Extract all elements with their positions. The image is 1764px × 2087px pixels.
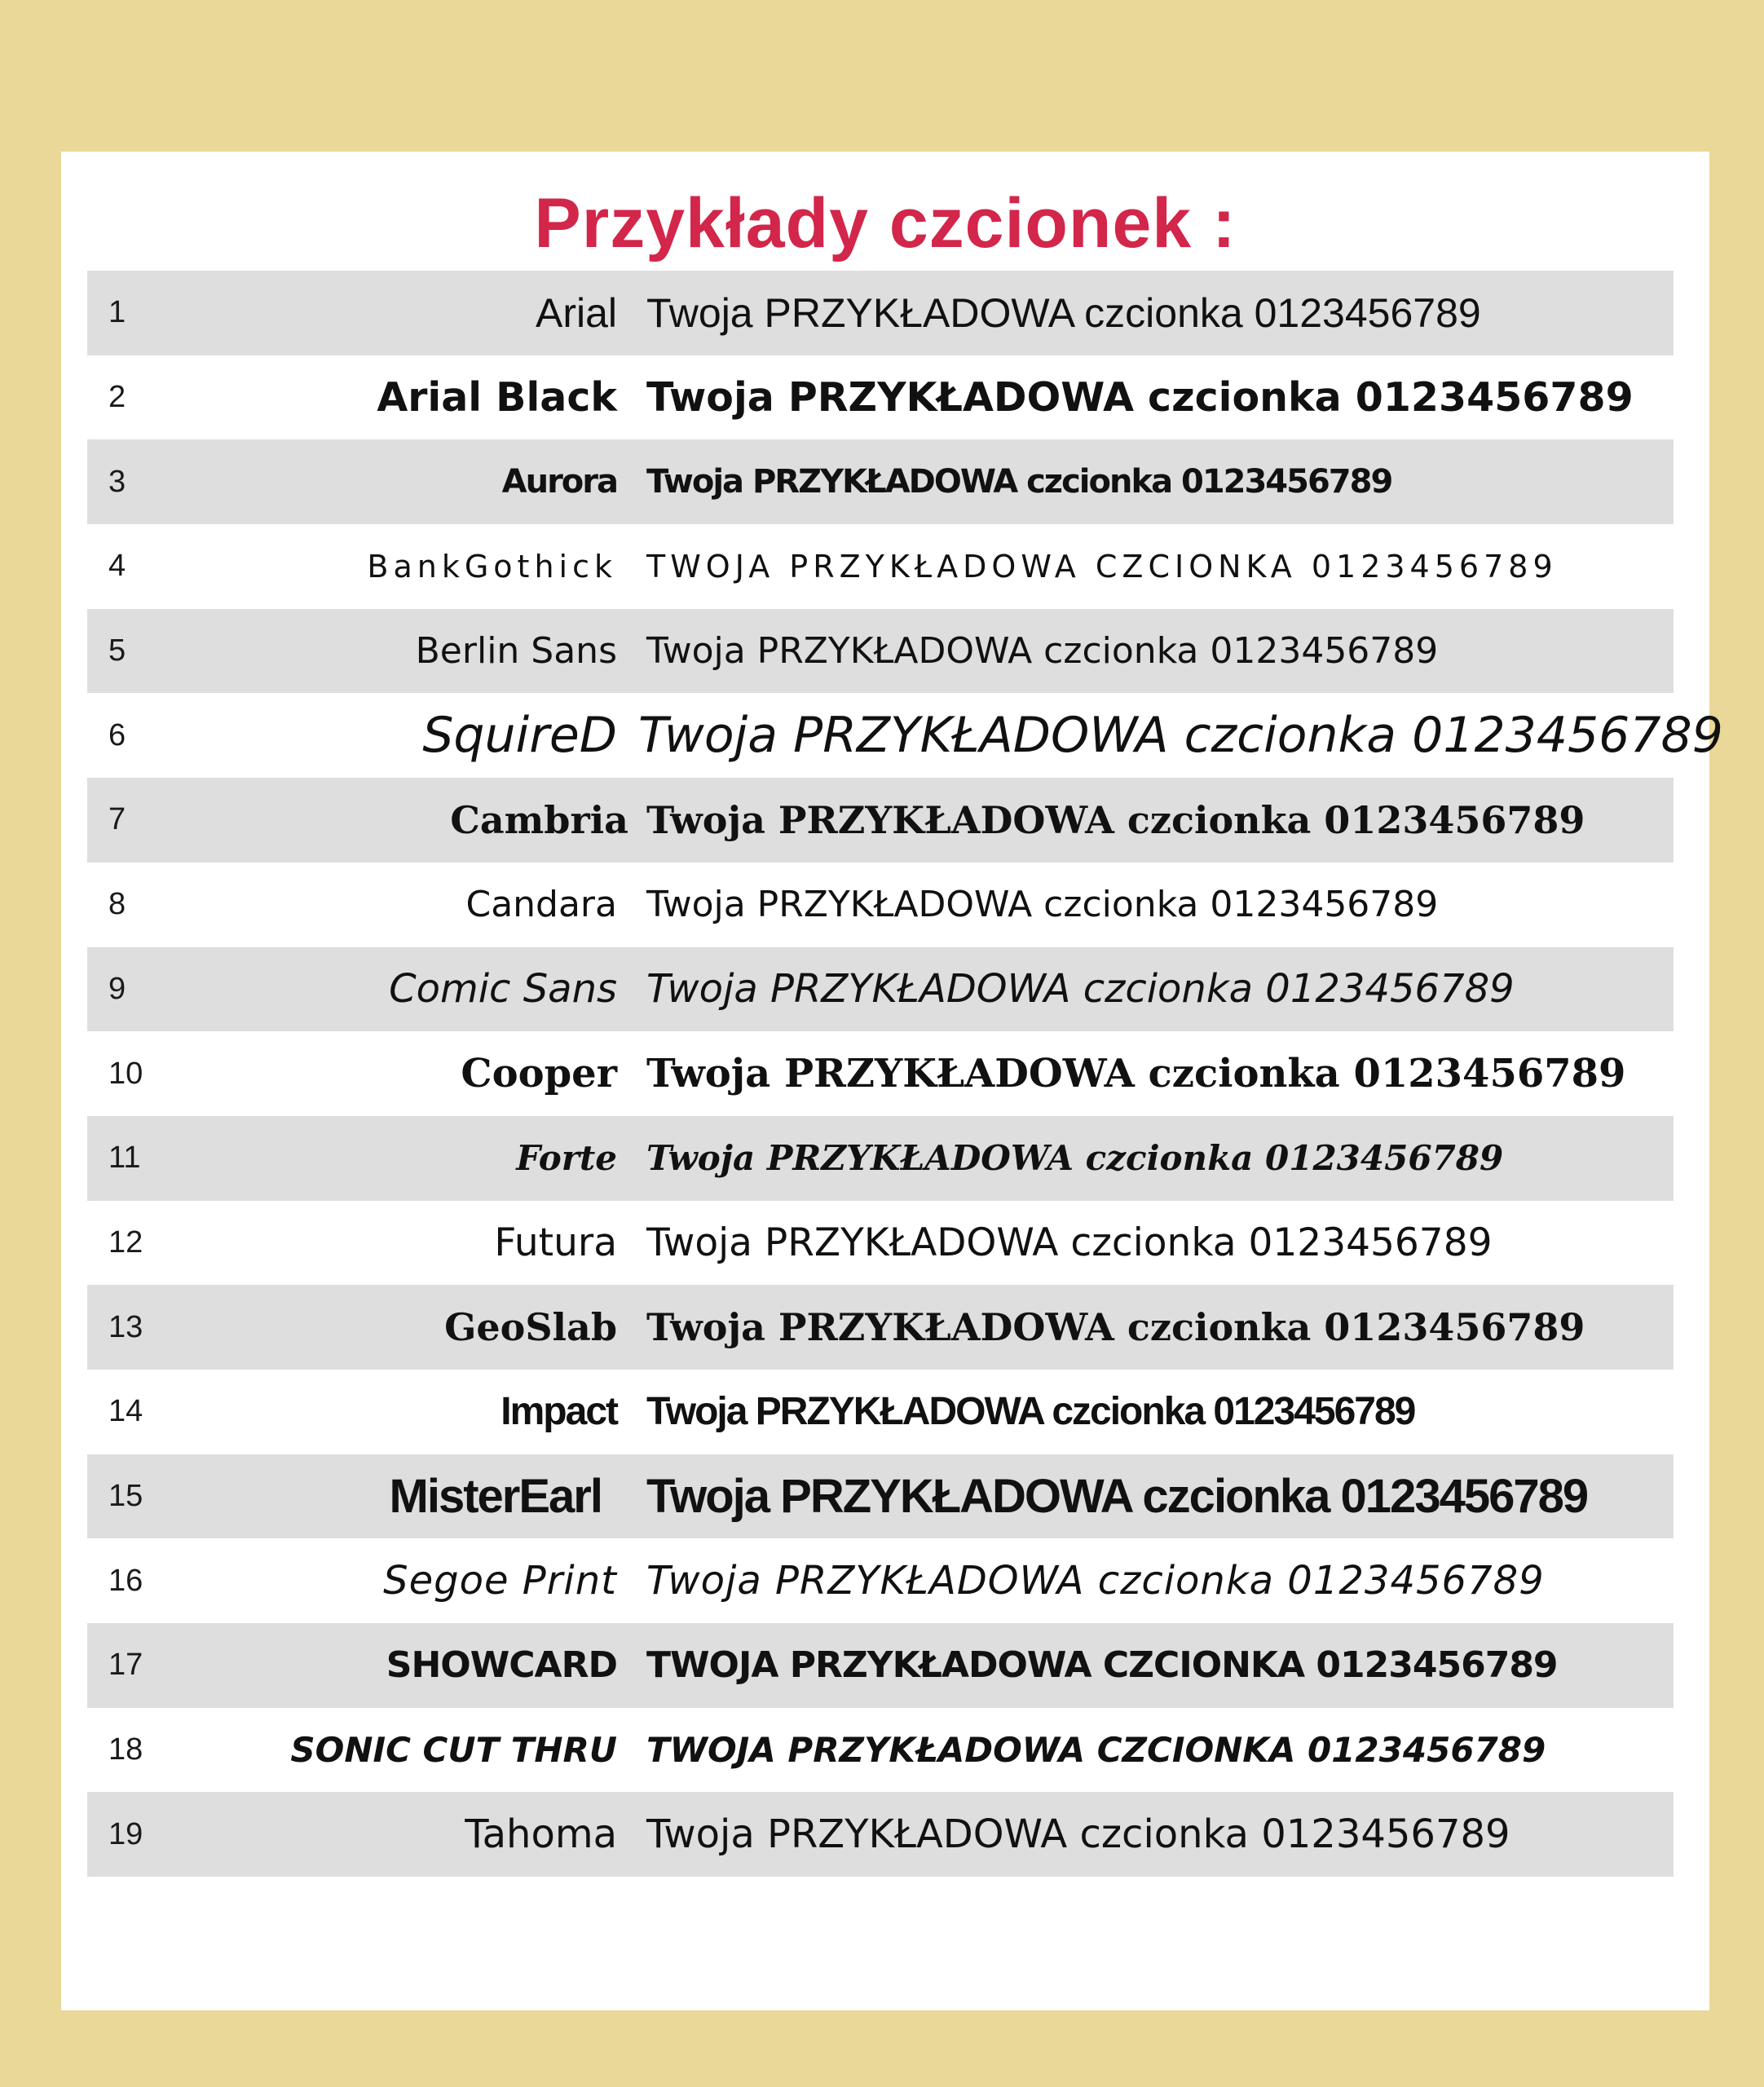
table-row xyxy=(87,1285,1674,1370)
font-sample: TWOJA PRZYKŁADOWA CZCIONKA 0123456789 xyxy=(646,1644,1558,1687)
row-number: 4 xyxy=(108,549,126,584)
row-number: 12 xyxy=(108,1224,143,1260)
row-number: 18 xyxy=(108,1732,143,1767)
row-number: 3 xyxy=(108,464,126,499)
font-name: Arial xyxy=(535,289,617,336)
font-sample: Twoja PRZYKŁADOWA czcionka 0123456789 xyxy=(646,463,1392,501)
row-number: 6 xyxy=(108,717,126,752)
row-number: 5 xyxy=(108,633,126,668)
font-sample: Twoja PRZYKŁADOWA czcionka 0123456789 xyxy=(638,707,1723,765)
table-row xyxy=(87,609,1674,694)
font-sample: Twoja PRZYKŁADOWA czcionka 0123456789 xyxy=(646,630,1439,673)
font-sample: TWOJA PRZYKŁADOWA CZCIONKA 0123456789 xyxy=(646,1730,1546,1771)
font-name: Cambria xyxy=(450,797,628,842)
row-number: 2 xyxy=(108,380,126,415)
font-name: Candara xyxy=(465,884,617,926)
font-name: SHOWCARD xyxy=(386,1644,617,1687)
font-sample: Twoja PRZYKŁADOWA czcionka 0123456789 xyxy=(646,1051,1626,1097)
row-number: 10 xyxy=(108,1056,143,1091)
font-name: Tahoma xyxy=(465,1811,617,1858)
font-name: Impact xyxy=(501,1390,617,1434)
row-number: 7 xyxy=(108,802,126,837)
font-sample: Twoja PRZYKŁADOWA czcionka 0123456789 xyxy=(646,1469,1588,1523)
font-sample: Twoja PRZYKŁADOWA czcionka 0123456789 xyxy=(646,1558,1545,1604)
table-row xyxy=(87,1370,1674,1454)
table-row xyxy=(87,778,1674,863)
font-sample: Twoja PRZYKŁADOWA czcionka 0123456789 xyxy=(646,1220,1493,1265)
font-sample: Twoja PRZYKŁADOWA czcionka 0123456789 xyxy=(646,1390,1415,1434)
table-row xyxy=(87,524,1674,609)
page-title: Przykłady czcionek : xyxy=(534,184,1237,263)
row-number: 11 xyxy=(108,1141,141,1176)
font-name: GeoSlab xyxy=(444,1305,617,1350)
table-row xyxy=(87,439,1674,524)
font-samples-panel xyxy=(61,152,1723,2010)
font-name: Arial Black xyxy=(377,374,617,421)
table-row xyxy=(87,1454,1674,1539)
row-number: 1 xyxy=(108,295,126,330)
font-sample: Twoja PRZYKŁADOWA czcionka 0123456789 xyxy=(646,797,1585,842)
table-row xyxy=(87,1708,1674,1793)
font-sample: TWOJA PRZYKŁADOWA CZCIONKA 0123456789 xyxy=(646,548,1558,585)
row-number: 8 xyxy=(108,887,126,922)
font-name: Cooper xyxy=(461,1051,617,1097)
font-name: BankGothick xyxy=(367,548,617,585)
table-row xyxy=(87,693,1723,778)
row-number: 16 xyxy=(108,1563,143,1598)
table-row xyxy=(87,355,1674,440)
font-name: MisterEarl xyxy=(389,1469,602,1523)
row-number: 17 xyxy=(108,1648,143,1683)
row-number: 15 xyxy=(108,1478,143,1513)
font-name: Aurora xyxy=(501,463,617,501)
font-name: Comic Sans xyxy=(389,966,617,1013)
font-name: Forte xyxy=(516,1138,617,1179)
font-sample: Twoja PRZYKŁADOWA czcionka 0123456789 xyxy=(646,1305,1585,1350)
table-row xyxy=(87,863,1674,947)
font-name: Futura xyxy=(494,1220,617,1265)
row-number: 13 xyxy=(108,1309,143,1344)
table-row xyxy=(87,1792,1674,1877)
table-row xyxy=(87,947,1674,1032)
font-sample: Twoja PRZYKŁADOWA czcionka 0123456789 xyxy=(646,289,1481,336)
font-sample: Twoja PRZYKŁADOWA czcionka 0123456789 xyxy=(646,1138,1504,1179)
row-number: 9 xyxy=(108,971,126,1006)
font-name: SONIC CUT THRU xyxy=(290,1730,617,1771)
font-sample: Twoja PRZYKŁADOWA czcionka 0123456789 xyxy=(646,1811,1510,1858)
font-name: Segoe Print xyxy=(383,1558,617,1604)
table-row xyxy=(87,1538,1674,1623)
table-row xyxy=(87,1201,1674,1286)
table-row xyxy=(87,1031,1674,1116)
font-name: Berlin Sans xyxy=(415,630,617,673)
font-table xyxy=(87,271,1723,1877)
table-row xyxy=(87,1623,1674,1708)
row-number: 19 xyxy=(108,1816,143,1851)
font-name: SquireD xyxy=(422,707,617,765)
table-row xyxy=(87,271,1674,355)
font-sample: Twoja PRZYKŁADOWA czcionka 0123456789 xyxy=(646,884,1439,926)
row-number: 14 xyxy=(108,1394,143,1429)
table-row xyxy=(87,1116,1674,1201)
font-sample: Twoja PRZYKŁADOWA czcionka 0123456789 xyxy=(646,374,1634,421)
font-sample: Twoja PRZYKŁADOWA czcionka 0123456789 xyxy=(646,966,1515,1013)
